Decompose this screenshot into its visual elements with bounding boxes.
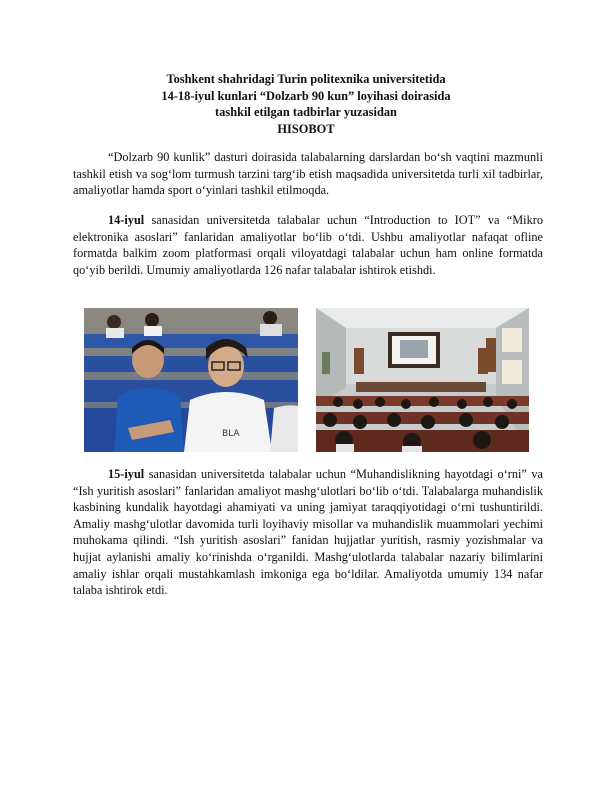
- title-line-3: tashkil etilgan tadbirlar yuzasidan: [215, 105, 397, 119]
- paragraph-july-14-text: sanasidan universitetda talabalar uchun “Introduction to IOT” va “Mikro elektronika asoslari” fanlaridan amaliyotlar bo‘lib o‘tdi. Ushbu amaliyotlar nafaqat ofline formatda balkim zoom platformasi orqali viloyatdagi talabalar uchun ham online formatda qo‘yib berildi. Umumiy amaliyotlarda 126 nafar talabalar ishtirok etishdi.: [73, 213, 543, 277]
- students-photo-image: [84, 308, 298, 452]
- date-july-15: 15-iyul: [108, 467, 145, 481]
- lecture-hall-image: [316, 308, 529, 452]
- paragraph-intro-text: “Dolzarb 90 kunlik” dasturi doirasida talabalarning darslardan bo‘sh vaqtini mazmunli tashkil etish va sog‘lom turmush tarzini targ‘ib etish maqsadida universitetda turli xil tadbirlar, amaliyotlar hamda sport o‘yinlari tashkil etilmoqda.: [73, 150, 543, 198]
- title-line-2: 14-18-iyul kunlari “Dolzarb 90 kun” loyihasi doirasida: [161, 88, 451, 103]
- paragraph-july-15-text: sanasidan universitetda talabalar uchun “Muhandislikning hayotdagi o‘rni” va “Ish yuritish asoslari” fanlaridan amaliyot mashg‘ulotlari bo‘lib o‘tdi. Talabalarga muhandislik kasbining kundalik hayotdagi ahamiyati va uning jamiyat taraqqiyotidagi o‘rni tushuntirildi. Amaliy mashg‘ulotlar davomida turli loyihaviy misollar va muhandislik muammolari yechimi muhokama qilindi. “Ish yuritish asoslari” fanidan hujjatlar yuritish, rasmiy yozishmalar va hujjat aylanishi amaliy ko‘rinishda o‘rganildi. Mashg‘ulotlarda talabalar nazariy bilimlarini amaliy ishlar orqali mustahkamlash imkoniga ega bo‘ldilar. Amaliyotda umumiy 134 nafar talaba ishtirok etdi.: [73, 467, 543, 598]
- paragraph-july-14: [73, 212, 543, 278]
- svg-text:BLA: BLA: [222, 429, 240, 439]
- photo-students-seated: [84, 308, 298, 452]
- paragraph-july-15: [73, 466, 543, 599]
- title-line-1: Toshkent shahridagi Turin politexnika universitetida: [166, 72, 446, 86]
- report-heading: HISOBOT: [277, 121, 335, 136]
- date-july-14: 14-iyul: [108, 213, 145, 227]
- paragraph-intro: [73, 149, 543, 199]
- photo-lecture-hall: [316, 308, 529, 452]
